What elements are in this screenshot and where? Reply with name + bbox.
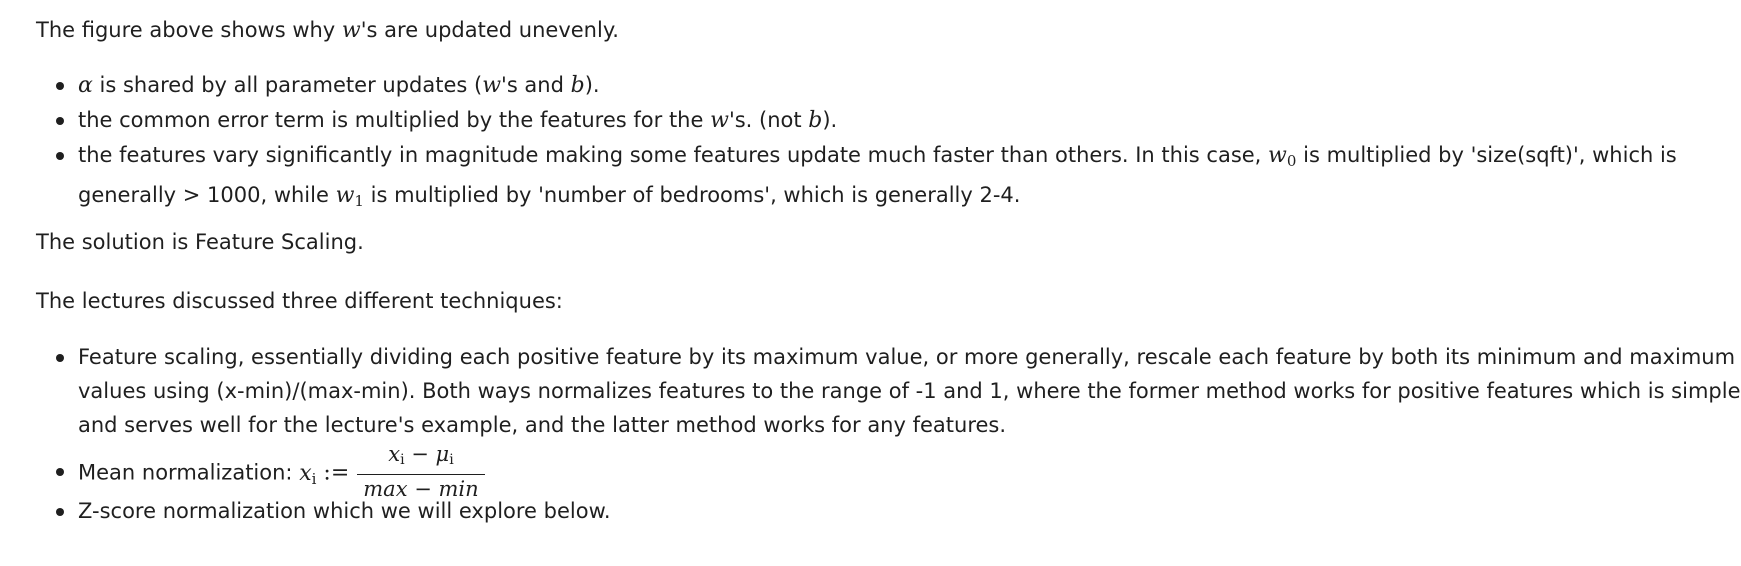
math-mu: μ bbox=[435, 442, 450, 466]
techniques-list bbox=[36, 340, 1741, 528]
mean-normalization-label: Mean normalization: bbox=[78, 460, 300, 485]
list-item bbox=[36, 103, 1596, 138]
list-item-text: generally > 1000, while bbox=[78, 183, 336, 207]
intro-text-after: 's are updated unevenly. bbox=[360, 18, 619, 42]
zscore-text: Z-score normalization which we will explore below. bbox=[78, 499, 611, 523]
list-item-text: 's. (not bbox=[728, 108, 809, 132]
list-item bbox=[36, 138, 1677, 218]
math-w0-subscript: 0 bbox=[1286, 152, 1297, 170]
fraction-denominator: max − min bbox=[363, 477, 479, 501]
math-minus: − bbox=[404, 442, 436, 466]
intro-paragraph bbox=[36, 13, 619, 48]
bullet-icon bbox=[56, 152, 64, 160]
list-item-mean-normalization bbox=[36, 442, 1596, 502]
math-w1-base: w bbox=[335, 183, 355, 208]
math-subscript: i bbox=[449, 452, 454, 468]
list-item-text: ). bbox=[584, 73, 600, 97]
list-item-line bbox=[78, 138, 1677, 178]
math-alpha: α bbox=[78, 73, 93, 98]
list-item-text: is multiplied by 'number of bedrooms', which is generally 2-4. bbox=[363, 183, 1021, 207]
list-item-line: Feature scaling, essentially dividing each positive feature by its maximum value, or more generally, rescale each feature by both its minimum and maximum bbox=[78, 345, 1736, 369]
list-item-text: 's and bbox=[501, 73, 571, 97]
fraction-numerator bbox=[357, 440, 484, 475]
lectures-paragraph: The lectures discussed three different techniques: bbox=[36, 289, 563, 313]
math-x: x bbox=[299, 460, 312, 486]
list-item-text: the features vary significantly in magnitude making some features update much faster than others. In this case, bbox=[78, 143, 1269, 167]
bullet-icon bbox=[56, 354, 64, 362]
math-b: b bbox=[808, 108, 823, 133]
math-w0-base: w bbox=[1268, 143, 1287, 168]
list-item-text: is shared by all parameter updates ( bbox=[92, 73, 483, 97]
bullet-icon bbox=[56, 117, 64, 125]
list-item-feature-scaling bbox=[36, 340, 1741, 442]
list-item-text: the common error term is multiplied by the features for the bbox=[78, 108, 711, 132]
math-subscript: i bbox=[400, 452, 405, 468]
list-item-zscore bbox=[36, 494, 1596, 528]
list-item-line: and serves well for the lecture's example, and the latter method works for any features. bbox=[78, 413, 1007, 437]
list-item-text: ). bbox=[822, 108, 838, 132]
math-w: w bbox=[341, 18, 361, 43]
bullet-icon bbox=[56, 82, 64, 90]
solution-paragraph: The solution is Feature Scaling. bbox=[36, 230, 364, 254]
math-b: b bbox=[570, 73, 585, 98]
math-w: w bbox=[482, 73, 502, 98]
list-item-line: values using (x-min)/(max-min). Both ways normalizes features to the range of -1 and 1, where the former method works for positive features which is simple bbox=[78, 379, 1741, 403]
list-item-text: is multiplied by 'size(sqft)', which is bbox=[1296, 143, 1677, 167]
bullet-icon bbox=[56, 468, 64, 476]
math-w1 bbox=[336, 183, 364, 208]
bullet-icon bbox=[56, 508, 64, 516]
update-reasons-list bbox=[36, 68, 1677, 218]
math-x: x bbox=[388, 442, 401, 466]
intro-text-before: The figure above shows why bbox=[36, 18, 342, 42]
math-assign: := bbox=[316, 460, 350, 486]
math-w1-subscript: 1 bbox=[354, 192, 364, 210]
math-w: w bbox=[710, 108, 729, 133]
math-w0 bbox=[1268, 143, 1296, 168]
list-item bbox=[36, 68, 1596, 103]
list-item-line bbox=[78, 178, 1596, 218]
math-subscript: i bbox=[311, 469, 317, 488]
math-xi bbox=[299, 461, 316, 486]
